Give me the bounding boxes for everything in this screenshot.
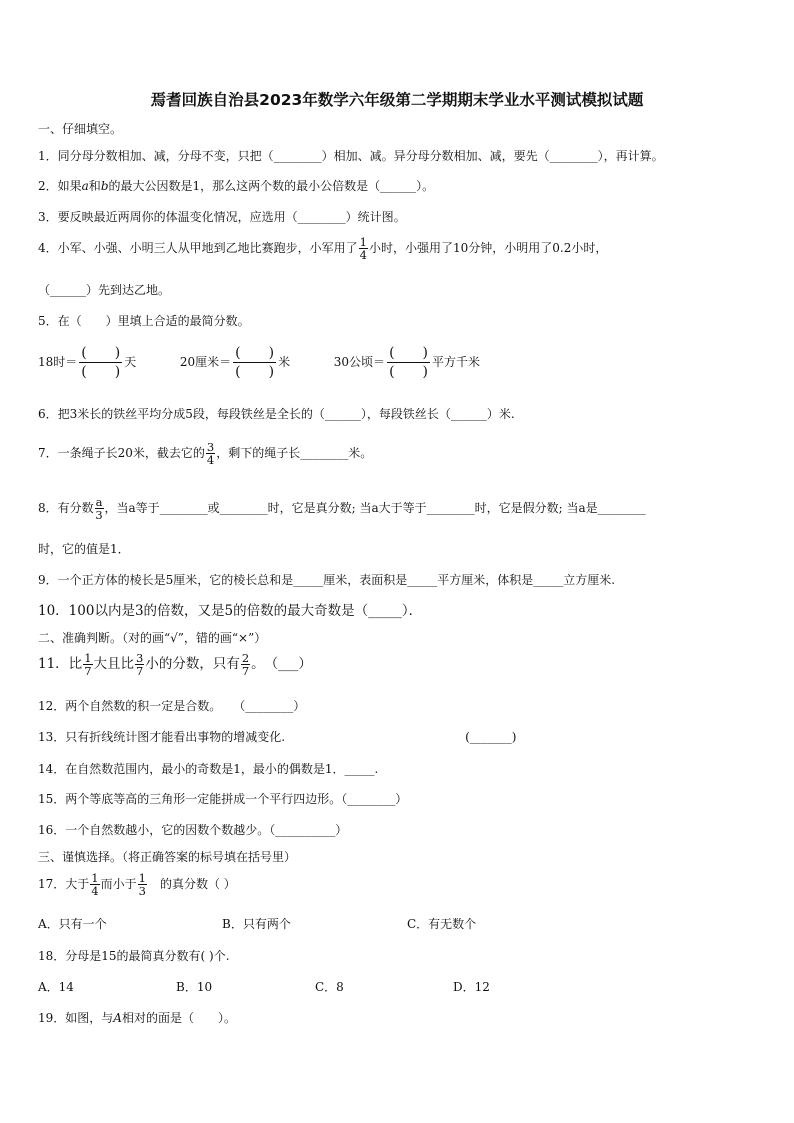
- fraction: $\frac{1}{7}$: [84, 651, 92, 678]
- fraction: $\frac{3}{4}$: [206, 440, 215, 467]
- fraction: $\frac{a}{3}$: [95, 495, 103, 522]
- question-9: 9．一个正方体的棱长是5厘米，它的棱长总和是_____厘米，表面积是_____平方厘米，体积是_____立方厘米.: [38, 573, 616, 587]
- question-8-line2: 时，它的值是1．: [38, 542, 130, 556]
- option-18-a: A．14: [38, 980, 74, 994]
- option-17-a: A．只有一个: [38, 917, 107, 931]
- option-17-c: C．有无数个: [407, 917, 477, 931]
- section-heading-choice: 三、谨慎选择。（将正确答案的标号填在括号里）: [38, 850, 297, 864]
- question-13: 13．只有折线统计图才能看出事物的增减变化. (_______): [38, 730, 517, 744]
- question-3: 3．要反映最近两周你的体温变化情况，应选用（________）统计图。: [38, 210, 406, 224]
- question-16: 16．一个自然数越小，它的因数个数越少。（__________）: [38, 823, 348, 837]
- question-14: 14．在自然数范围内，最小的奇数是1，最小的偶数是1．_____.: [38, 762, 379, 776]
- question-1: 1．同分母分数相加、减，分母不变，只把（________）相加、减。异分母分数相加、减，要先（________），再计算。: [38, 149, 664, 163]
- section-heading-fill: 一、仔细填空。: [38, 122, 123, 136]
- blank-fraction: ( ) ( ): [81, 345, 121, 380]
- fraction: $\frac{1}{3}$: [138, 871, 146, 898]
- question-12: 12．两个自然数的积一定是合数。 （________）: [38, 699, 306, 713]
- fraction: $\frac{2}{7}$: [241, 651, 250, 678]
- option-18-b: B．10: [176, 980, 213, 994]
- question-2: 2．如果a和b的最大公因数是1，那么这两个数的最小公倍数是（______）。: [38, 179, 435, 193]
- fraction: $\frac{1}{4}$: [91, 871, 99, 898]
- question-10: 10．100以内是3的倍数，又是5的倍数的最大奇数是（_____）．: [38, 603, 423, 619]
- fraction: $\frac{1}{4}$: [359, 235, 367, 262]
- section-heading-judge: 二、准确判断。（对的画“√”，错的画“×”）: [38, 631, 267, 645]
- question-5-items: 18时＝ ( ) ( ) 天 20厘米＝ ( ) ( ) 米 30公顷＝ ( ) ( ) 平方千米: [38, 345, 481, 380]
- question-6: 6．把3米长的铁丝平均分成5段，每段铁丝是全长的（______），每段铁丝长（______）米.: [38, 407, 515, 421]
- option-18-c: C．8: [315, 980, 344, 994]
- page-title: 焉耆回族自治县2023年数学六年级第二学期期末学业水平测试模拟试题: [150, 91, 644, 109]
- question-5: 5．在（ ）里填上合适的最简分数。: [38, 314, 250, 328]
- question-11: 11．比 $\frac{1}{7}$ 大且比 $\frac{3}{7}$ 小的分数，只有 $\frac{2}{7}$ 。 （___）: [38, 651, 312, 678]
- question-17: 17．大于 $\frac{1}{4}$ 而小于 $\frac{1}{3}$ 的真分数（ ）: [38, 871, 236, 898]
- fraction: $\frac{3}{7}$: [136, 651, 144, 678]
- option-17-b: B．只有两个: [222, 917, 291, 931]
- question-8: 8．有分数 $\frac{a}{3}$ ，当a等于________或________时，它是真分数; 当a大于等于________时，它是假分数; 当a是________: [38, 495, 646, 522]
- question-7: 7．一条绳子长20米，截去它的 $\frac{3}{4}$ ，剩下的绳子长________米。: [38, 440, 373, 467]
- question-4: 4．小军、小强、小明三人从甲地到乙地比赛跑步，小军用了 $\frac{1}{4}$ 小时，小强用了10分钟，小明用了0.2小时，: [38, 235, 608, 262]
- question-19: 19．如图，与A相对的面是（ ）。: [38, 1011, 236, 1025]
- question-18: 18．分母是15的最简真分数有( )个.: [38, 949, 230, 963]
- blank-fraction: ( ) ( ): [389, 345, 428, 380]
- question-4-line2: （______）先到达乙地。: [38, 283, 171, 297]
- option-18-d: D．12: [453, 980, 490, 994]
- blank-fraction: ( ) ( ): [235, 345, 275, 380]
- question-15: 15．两个等底等高的三角形一定能拼成一个平行四边形。（________）: [38, 792, 408, 806]
